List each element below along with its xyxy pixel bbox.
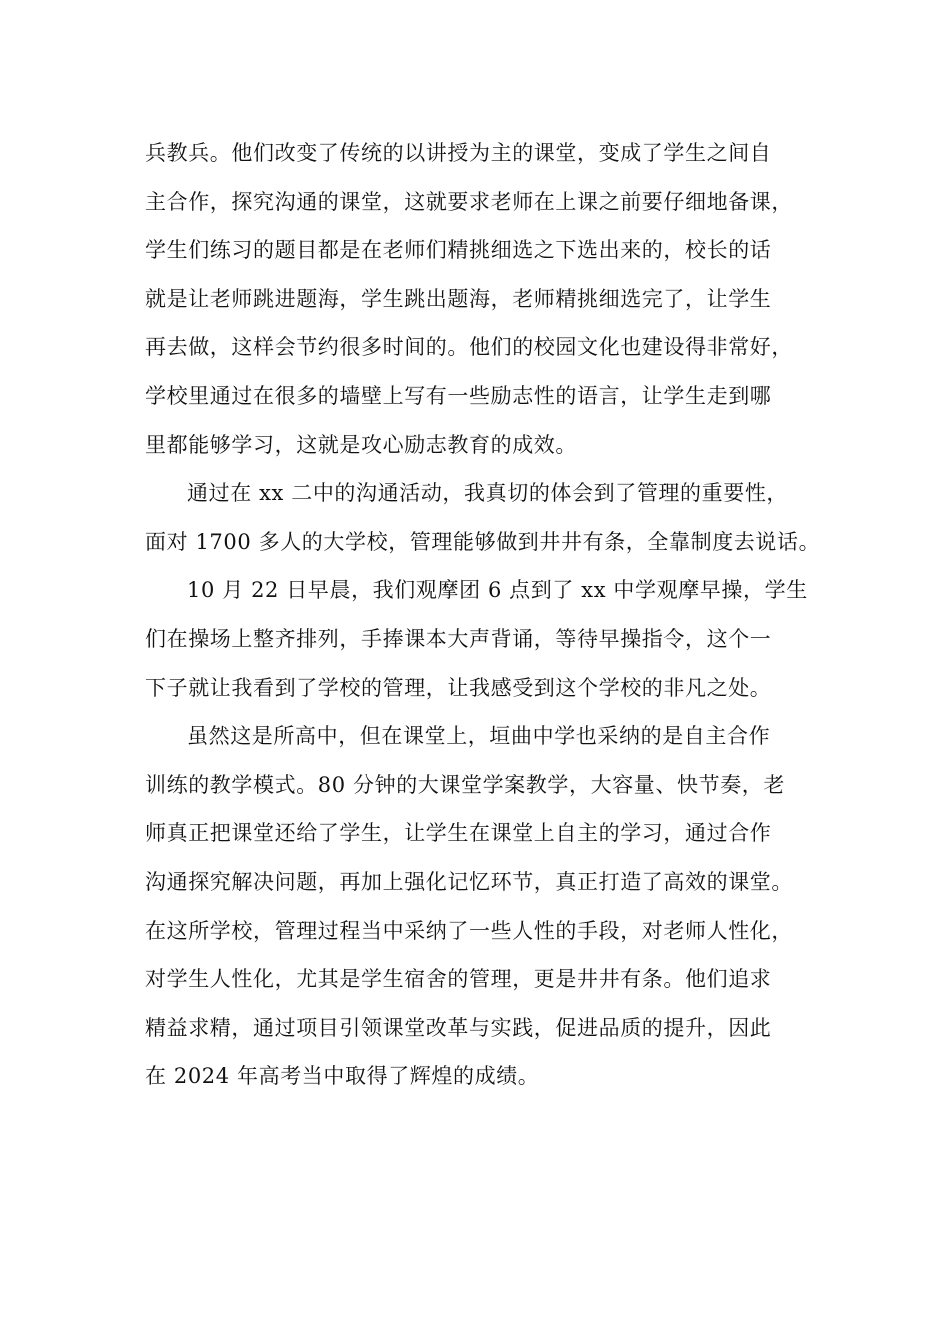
text-line: 对学生人性化，尤其是学生宿舍的管理，更是井井有条。他们追求 [145, 967, 772, 992]
text-line: 学校里通过在很多的墙壁上写有一些励志性的语言，让学生走到哪 [145, 383, 772, 408]
text-line: 在 2024 年高考当中取得了辉煌的成绩。 [145, 1064, 540, 1089]
text-line: 学生们练习的题目都是在老师们精挑细选之下选出来的，校长的话 [145, 238, 772, 263]
paragraph-1 [145, 129, 825, 469]
paragraph-3 [145, 566, 825, 712]
text-line: 兵教兵。他们改变了传统的以讲授为主的课堂，变成了学生之间自 [145, 141, 772, 165]
text-line: 精益求精，通过项目引领课堂改革与实践，促进品质的提升，因此 [145, 1015, 772, 1040]
text-line: 下子就让我看到了学校的管理，让我感受到这个学校的非凡之处。 [145, 675, 772, 700]
text-line: 通过在 xx 二中的沟通活动，我真切的体会到了管理的重要性， [187, 481, 789, 506]
text-line: 沟通探究解决问题，再加上强化记忆环节，真正打造了高效的课堂。 [145, 869, 793, 894]
text-line: 10 月 22 日早晨，我们观摩团 6 点到了 xx 中学观摩早操，学生 [187, 578, 808, 603]
text-line: 再去做，这样会节约很多时间的。他们的校园文化也建设得非常好， [145, 335, 793, 360]
paragraph-2 [145, 469, 825, 566]
text-line: 虽然这是所高中，但在课堂上，垣曲中学也采纳的是自主合作 [187, 724, 771, 749]
paragraph-4 [145, 712, 825, 1101]
text-line: 主合作，探究沟通的课堂，这就要求老师在上课之前要仔细地备课， [145, 189, 793, 214]
text-line: 在这所学校，管理过程当中采纳了一些人性的手段，对老师人性化， [145, 918, 793, 943]
text-line: 训练的教学模式。80 分钟的大课堂学案教学，大容量、快节奏，老 [145, 772, 785, 797]
document-body [145, 129, 825, 1101]
text-line: 们在操场上整齐排列，手捧课本大声背诵，等待早操指令，这个一 [145, 626, 772, 651]
text-line: 里都能够学习，这就是攻心励志教育的成效。 [145, 432, 577, 457]
text-line: 就是让老师跳进题海，学生跳出题海，老师精挑细选完了，让学生 [145, 286, 772, 311]
text-line: 师真正把课堂还给了学生，让学生在课堂上自主的学习，通过合作 [145, 821, 772, 846]
text-line: 面对 1700 多人的大学校，管理能够做到井井有条，全靠制度去说话。 [145, 529, 821, 554]
